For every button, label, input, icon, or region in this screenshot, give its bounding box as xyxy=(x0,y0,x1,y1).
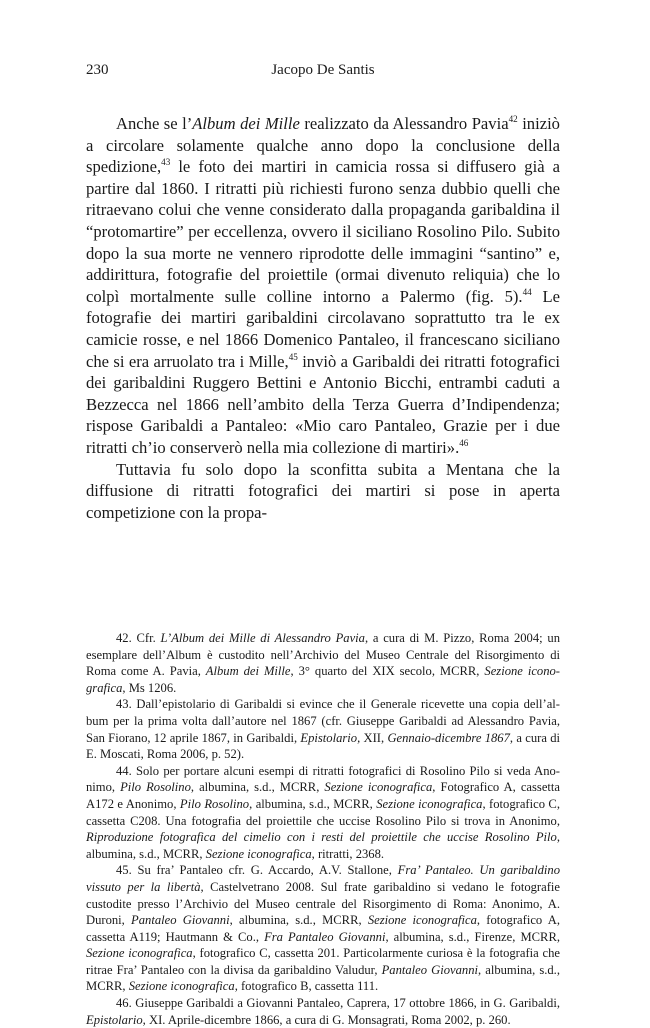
text-run: , albumina, s.d., MCRR, xyxy=(86,962,560,994)
italic-run: Fra’ Pantaleo. Un garibaldino vissuto per la libertà, xyxy=(86,863,560,894)
running-head: Jacopo De Santis xyxy=(271,62,375,78)
text-run: , a cura di M. Pizzo, Roma 2004; un esemplare dell’Album è custodito nell’Archivio del Museo Centrale del Risorgimento di Roma come A. Pavia, xyxy=(86,631,560,679)
text-run: , fotografico C, cassetta C208. Una fotografia del proiettile che uccise Rosolino Pilo si trova in Anonimo, xyxy=(86,796,560,828)
text-run: inviò a Garibaldi dei ritratti fotografici dei garibaldini Ruggero Bettini e Antonio Bicchi, entrambi caduti a Bezzecca nel 1866 nell’ambito della Terza Guerra d’Indipendenza; rispose Garibaldi a Pantaleo: «Mio caro Pantaleo, Grazie per i due ritratti ch’io conserverò nella mia collezione di martiri». xyxy=(86,351,560,457)
text-run: XII, xyxy=(360,730,388,745)
text-run: , fotografico B, cassetta 111. xyxy=(234,979,379,994)
italic-run: Pilo Rosolino xyxy=(179,796,250,811)
italic-run: Sezione iconografica xyxy=(324,780,433,795)
footnote-43 xyxy=(86,696,560,762)
footnote-42 xyxy=(86,630,560,696)
italic-run: Sezione iconografica xyxy=(367,913,477,928)
text-run: 45. Su fra’ Pantaleo cfr. G. Accardo, A.V. Stallone, xyxy=(116,863,398,878)
text-run: XI. Aprile-dicembre 1866, a cura di G. Monsagrati, Roma 2002, p. 260. xyxy=(145,1012,511,1027)
text-run: , albumina, s.d., MCRR, xyxy=(190,780,325,795)
text-run: , 3° quarto del XIX secolo, MCRR, xyxy=(290,664,485,679)
italic-run: Epistolario, xyxy=(86,1012,146,1027)
text-run: Anche se l’ xyxy=(116,114,193,133)
text-run: Le fotografie dei martiri garibaldini circolavano soprattutto tra le ex camicie rosse, e nel 1866 Domenico Pantaleo, il francescano siciliano che si era arruolato tra i Mille, xyxy=(86,286,560,371)
text-run: realizzato da Alessandro Pavia xyxy=(299,114,509,133)
text-run: Tuttavia fu solo dopo la sconfitta subita a Mentana che la diffusione di ritratti fotografici dei martiri si pose in aperta competizione con la propa- xyxy=(86,459,560,522)
body-paragraph xyxy=(86,459,560,524)
text-run: , Fotografico A, cassetta A172 e Anonimo, xyxy=(86,780,560,811)
text-run: le foto dei martiri in camicia rossa si diffusero già a partire dal 1860. I ritratti più richiesti furono senza dubbio quelli che ritraevano colui che venne considerato dalla propaganda garibaldina il “protomartire” per eccellenza, ovvero il siciliano Rosolino Pilo. Subito dopo la sua morte ne vennero riprodotte delle immagini “santino” e, addirittura, fotografie del proiettile (ormai divenuto reliquia) che lo colpì mortalmente sulle colline intorno a Palermo (fig. 5). xyxy=(86,157,560,306)
italic-run: Pantaleo Giovanni xyxy=(381,962,479,977)
body-text xyxy=(86,113,560,523)
text-run: , ritratti, 2368. xyxy=(311,846,385,861)
italic-run: Pilo Rosolino xyxy=(120,780,191,795)
page-header xyxy=(86,62,560,82)
text-run: 46. Giuseppe Garibaldi a Giovanni Pantaleo, Caprera, 17 ottobre 1866, in G. Garibaldi, xyxy=(116,996,560,1011)
footnote-ref: 46 xyxy=(459,438,469,449)
text-run: , fotografico C, cassetta 201. Particolarmente curiosa è la fotografia che ritrae Fra’ Pantaleo con la divisa da garibaldino Valudur, xyxy=(86,946,560,977)
italic-run: Gennaio-dicembre 1867 xyxy=(387,730,510,745)
italic-run: Album dei Mille xyxy=(205,664,291,679)
text-run: , albumina, s.d., MCRR, xyxy=(86,830,560,861)
italic-run: Sezione iconografica xyxy=(86,946,193,961)
italic-run: Riproduzione fotografica del cimelio con i resti del proiettile che uccise Rosolino Pilo xyxy=(86,830,557,845)
text-run: , fotografico A, cassetta A119; Hautmann & Co., xyxy=(86,913,560,944)
text-run: , albumina, s.d., Firenze, MCRR, xyxy=(385,929,560,944)
footnotes xyxy=(86,630,560,1028)
footnote-ref: 44 xyxy=(522,286,532,297)
page-number: 230 xyxy=(86,62,109,78)
footnote-44 xyxy=(86,763,560,863)
footnote-ref: 45 xyxy=(288,351,298,362)
italic-title: Album dei Mille xyxy=(192,114,300,133)
italic-run: Sezione iconografica xyxy=(205,846,312,861)
footnote-ref: 43 xyxy=(161,157,171,168)
italic-run: Sezione iconografica xyxy=(128,979,235,994)
text-run: Castelvetrano 2008. Sul frate garibaldino si vedano le fotografie custodite presso l’Archivio del Museo centrale del Risorgimento di Roma: Anonimo, A. Duroni, xyxy=(86,879,561,928)
italic-run: L’Album dei Mille di Alessandro Pavia xyxy=(160,631,365,645)
italic-run: Sezione iconografica xyxy=(376,796,483,811)
text-run: , albumina, s.d., MCRR, xyxy=(229,913,368,928)
footnote-ref: 42 xyxy=(508,114,518,125)
text-run: 43. Dall’epistolario di Garibaldi si evince che il Generale ricevette una copia dell’album per la prima volta dall’autore nel 1867 (cfr. Giuseppe Garibaldi ad Alessandro Pavia, San Fiorano, 12 aprile 1867, in Garibaldi, xyxy=(86,697,560,745)
text-run: , albumina, s.d., MCRR, xyxy=(249,796,377,811)
footnote-45 xyxy=(86,862,560,995)
italic-run: Epistolario, xyxy=(300,730,361,745)
text-run: 44. Solo per portare alcuni esempi di ritratti fotografici di Rosolino Pilo si veda Anonimo, xyxy=(86,763,560,795)
text-run: 42. Cfr. xyxy=(116,631,161,645)
body-paragraph xyxy=(86,113,560,459)
text-run: , Ms 1206. xyxy=(122,680,177,695)
italic-run: Sezione iconografica xyxy=(86,664,560,695)
footnote-46 xyxy=(86,995,560,1028)
italic-run: Fra Pantaleo Giovanni xyxy=(264,929,386,944)
italic-run: Pantaleo Giovanni xyxy=(131,913,230,928)
text-run: , a cura di E. Moscati, Roma 2006, p. 52). xyxy=(86,730,560,762)
text-run: iniziò a circolare solamente qualche anno dopo la conclusione della spedizione, xyxy=(86,114,560,177)
